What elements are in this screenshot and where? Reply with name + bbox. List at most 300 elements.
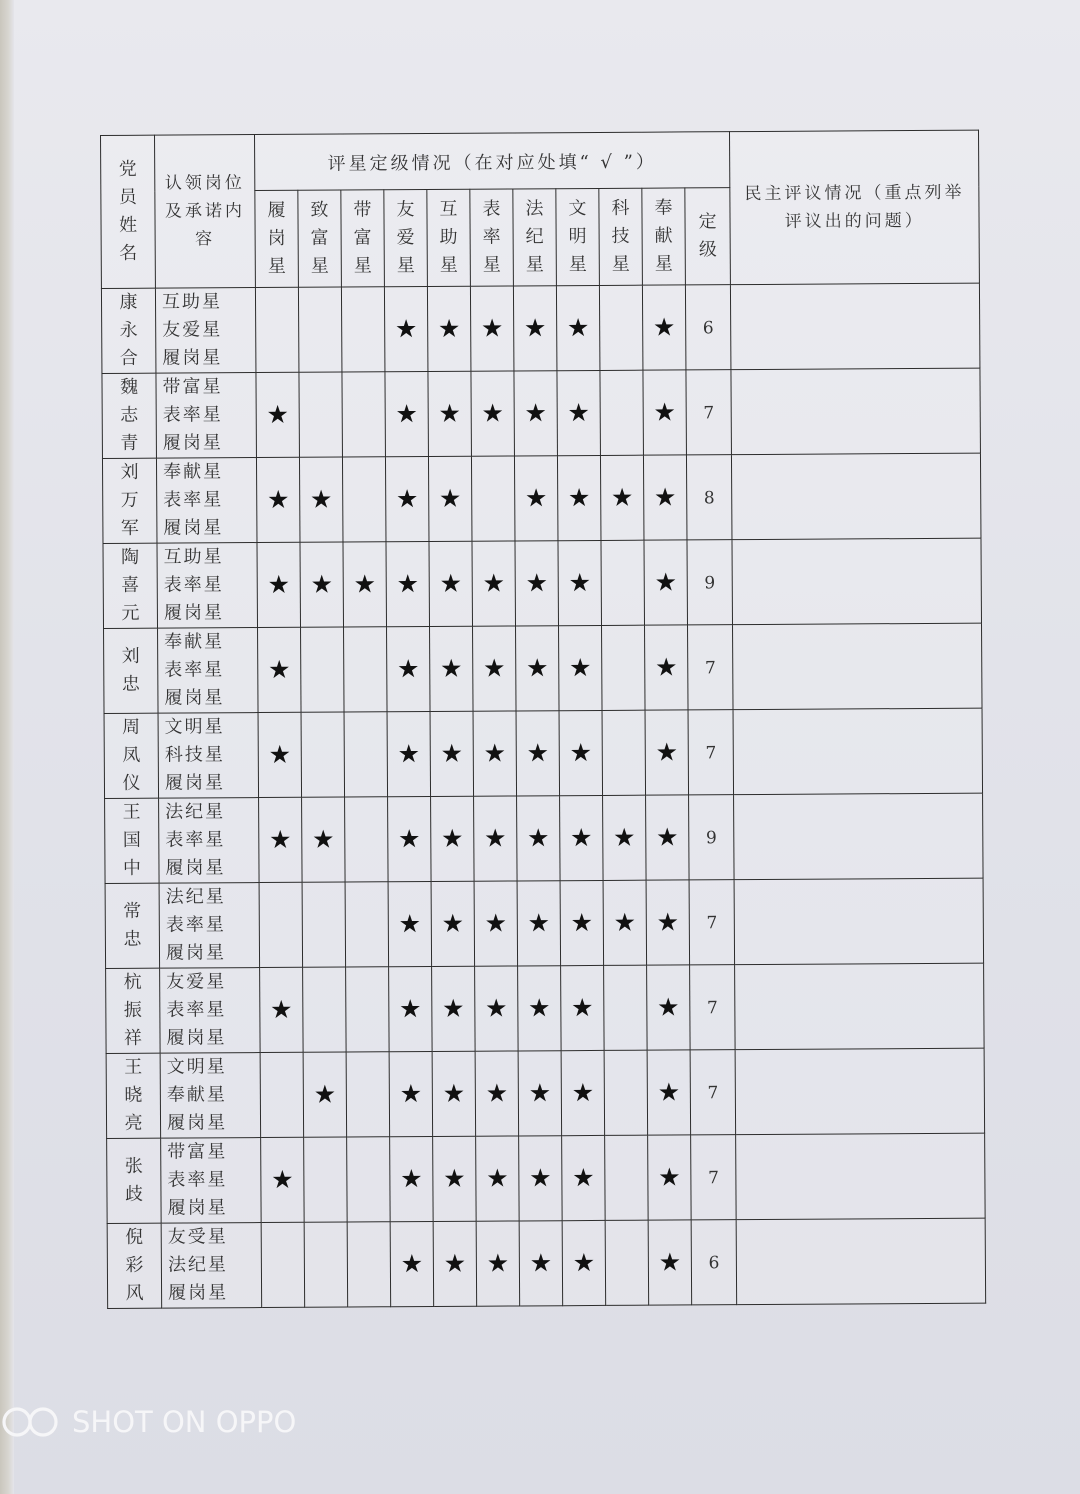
star-cell — [517, 881, 561, 966]
star-cell — [342, 372, 386, 457]
grade-cell — [689, 880, 735, 965]
star-cell — [303, 967, 347, 1052]
header-star-9: 奉献星 — [642, 188, 686, 285]
star-cell — [385, 372, 429, 457]
star-cell — [602, 625, 646, 710]
claimed-post: 法纪星 — [167, 1254, 228, 1276]
claimed-post: 履岗星 — [166, 1112, 228, 1134]
grade-value: 6 — [702, 317, 714, 338]
claimed-post: 履岗星 — [164, 687, 225, 709]
member-name: 陶喜元 — [121, 546, 140, 624]
star-cell — [605, 1135, 649, 1220]
claimed-posts-cell — [160, 1053, 261, 1139]
star-cell — [256, 372, 300, 457]
star-cell — [299, 457, 343, 542]
star-mark-icon: ★ — [567, 483, 591, 513]
review-cell — [733, 708, 983, 795]
star-cell — [599, 285, 643, 370]
grade-cell — [688, 625, 734, 710]
star-mark-icon: ★ — [528, 1078, 552, 1108]
star-mark-icon: ★ — [440, 823, 464, 853]
grade-value: 7 — [706, 997, 718, 1018]
star-mark-icon: ★ — [266, 399, 290, 429]
star-mark-icon: ★ — [653, 482, 677, 512]
claimed-posts-cell — [159, 883, 260, 969]
review-cell — [733, 623, 983, 710]
star-cell — [258, 627, 302, 712]
star-mark-icon: ★ — [529, 1248, 553, 1278]
star-mark-icon: ★ — [529, 1163, 552, 1193]
star-mark-icon: ★ — [442, 993, 465, 1023]
claimed-post: 表率星 — [165, 914, 226, 936]
star-mark-icon: ★ — [571, 1078, 595, 1108]
star-mark-icon: ★ — [524, 483, 548, 513]
claimed-post: 履岗星 — [163, 517, 224, 539]
header-post: 认领岗位及承诺内容 — [155, 135, 256, 289]
claimed-post: 文明星 — [164, 716, 225, 738]
star-cell — [473, 626, 517, 711]
grade-cell — [691, 1220, 737, 1305]
star-cell — [475, 966, 519, 1051]
star-mark-icon: ★ — [396, 654, 420, 684]
page-edge — [0, 0, 14, 1494]
header-star-8: 科技星 — [599, 188, 643, 285]
star-cell — [474, 796, 518, 881]
star-mark-icon: ★ — [484, 908, 508, 938]
star-mark-icon: ★ — [483, 823, 507, 853]
claimed-posts-cell — [160, 968, 261, 1054]
star-cell — [470, 286, 514, 371]
star-cell — [561, 1050, 605, 1135]
star-cell — [389, 966, 433, 1051]
star-mark-icon: ★ — [654, 567, 678, 597]
star-cell — [387, 626, 431, 711]
star-cell — [299, 372, 343, 457]
claimed-posts-cell — [156, 458, 257, 544]
star-mark-icon: ★ — [569, 823, 593, 853]
star-cell — [514, 456, 558, 541]
grade-value: 7 — [704, 657, 716, 678]
star-mark-icon: ★ — [311, 824, 335, 854]
claimed-post: 奉献星 — [166, 1084, 227, 1106]
member-name-cell — [107, 1223, 162, 1308]
star-mark-icon: ★ — [310, 569, 334, 599]
star-cell — [384, 287, 428, 372]
claimed-posts-cell — [158, 628, 259, 714]
star-mark-icon: ★ — [523, 313, 547, 343]
member-name-cell — [104, 628, 159, 713]
star-cell — [388, 881, 432, 966]
claimed-post: 履岗星 — [163, 602, 224, 624]
review-cell — [735, 963, 985, 1050]
claimed-post: 履岗星 — [165, 857, 226, 879]
header-review: 民主评议情况（重点列举评议出的问题） — [730, 130, 980, 285]
grade-value: 7 — [707, 1167, 719, 1188]
header-star-7: 文明星 — [556, 188, 600, 285]
star-mark-icon: ★ — [568, 653, 592, 683]
member-name-cell — [107, 1138, 162, 1223]
claimed-post: 履岗星 — [167, 1197, 228, 1219]
claimed-post: 表率星 — [164, 659, 225, 681]
star-cell — [255, 287, 299, 372]
member-name: 周凤仪 — [122, 716, 141, 794]
star-mark-icon: ★ — [525, 653, 549, 683]
star-cell — [514, 371, 558, 456]
table-row — [106, 963, 985, 1053]
claimed-post: 科技星 — [164, 744, 225, 766]
rating-sheet — [100, 130, 986, 1309]
review-cell — [734, 878, 984, 965]
grade-value: 7 — [707, 1082, 719, 1103]
star-cell — [427, 286, 471, 371]
star-mark-icon: ★ — [437, 313, 461, 343]
star-cell — [648, 1135, 692, 1220]
star-cell — [303, 1052, 347, 1137]
grade-cell — [689, 795, 735, 880]
star-mark-icon: ★ — [438, 398, 461, 428]
star-mark-icon: ★ — [658, 1247, 682, 1277]
star-cell — [557, 370, 601, 455]
header-rating-title: 评星定级情况（在对应处填“ √ ”） — [255, 132, 730, 191]
star-mark-icon: ★ — [394, 314, 418, 344]
star-mark-icon: ★ — [440, 738, 464, 768]
claimed-post: 带富星 — [162, 376, 223, 398]
star-cell — [431, 881, 475, 966]
star-mark-icon: ★ — [400, 1164, 423, 1194]
grade-value: 8 — [703, 487, 715, 508]
claimed-posts-cell — [161, 1138, 262, 1224]
star-mark-icon: ★ — [442, 1078, 466, 1108]
star-mark-icon: ★ — [652, 312, 676, 342]
star-mark-icon: ★ — [657, 992, 680, 1022]
header-star-4: 互助星 — [427, 189, 471, 286]
star-cell — [300, 542, 344, 627]
review-cell — [732, 453, 982, 540]
star-mark-icon: ★ — [396, 569, 420, 599]
star-cell — [388, 796, 432, 881]
star-cell — [558, 540, 602, 625]
member-name-cell — [106, 968, 161, 1053]
star-mark-icon: ★ — [441, 908, 465, 938]
star-cell — [344, 712, 388, 797]
star-cell — [517, 796, 561, 881]
star-cell — [432, 966, 476, 1051]
star-mark-icon: ★ — [268, 739, 292, 769]
star-cell — [256, 457, 300, 542]
star-mark-icon: ★ — [653, 397, 676, 427]
claimed-post: 表率星 — [162, 404, 223, 426]
grade-cell — [691, 1135, 737, 1220]
member-name-cell — [105, 883, 160, 968]
star-cell — [346, 1052, 390, 1137]
grade-cell — [685, 285, 731, 370]
star-cell — [562, 1220, 606, 1305]
star-mark-icon: ★ — [267, 654, 291, 684]
star-cell — [600, 370, 644, 455]
star-cell — [476, 1136, 520, 1221]
grade-cell — [690, 965, 736, 1050]
star-mark-icon: ★ — [570, 908, 594, 938]
star-cell — [343, 542, 387, 627]
star-mark-icon: ★ — [613, 907, 637, 937]
star-cell — [261, 1137, 305, 1222]
star-mark-icon: ★ — [612, 822, 636, 852]
star-cell — [472, 541, 516, 626]
member-name-cell — [105, 798, 160, 883]
claimed-post: 奉献星 — [164, 631, 225, 653]
grade-cell — [687, 540, 733, 625]
star-cell — [304, 1222, 348, 1307]
header-star-0: 履岗星 — [255, 190, 299, 287]
claimed-post: 履岗星 — [164, 772, 226, 794]
claimed-post: 履岗星 — [165, 942, 227, 964]
star-cell — [347, 1222, 391, 1307]
claimed-post: 友爱星 — [166, 971, 227, 993]
star-mark-icon: ★ — [398, 909, 422, 939]
claimed-post: 表率星 — [165, 829, 226, 851]
claimed-post: 法纪星 — [165, 886, 226, 908]
star-cell — [603, 795, 647, 880]
star-cell — [560, 880, 604, 965]
header-name: 党员姓名 — [101, 135, 156, 288]
claimed-post: 表率星 — [163, 574, 224, 596]
member-name-cell — [102, 458, 157, 543]
star-mark-icon: ★ — [399, 1079, 423, 1109]
star-mark-icon: ★ — [657, 1077, 681, 1107]
star-cell — [433, 1221, 477, 1306]
star-cell — [259, 882, 303, 967]
star-cell — [473, 711, 517, 796]
star-cell — [298, 287, 342, 372]
member-name: 杭振祥 — [123, 971, 143, 1049]
star-cell — [345, 797, 389, 882]
star-mark-icon: ★ — [266, 484, 290, 514]
member-name-cell — [102, 373, 157, 458]
star-cell — [428, 371, 472, 456]
review-cell — [736, 1133, 986, 1220]
claimed-post: 表率星 — [167, 1169, 228, 1191]
star-cell — [560, 795, 604, 880]
star-cell — [647, 1050, 691, 1135]
star-cell — [643, 370, 687, 455]
member-name: 刘忠 — [121, 645, 140, 695]
star-cell — [518, 1051, 562, 1136]
claimed-posts-cell — [159, 798, 260, 884]
star-mark-icon: ★ — [485, 993, 508, 1023]
star-mark-icon: ★ — [569, 738, 593, 768]
member-name-cell — [101, 288, 156, 373]
star-mark-icon: ★ — [313, 1079, 337, 1109]
star-cell — [390, 1136, 434, 1221]
star-mark-icon: ★ — [397, 824, 421, 854]
member-name: 张歧 — [124, 1155, 144, 1205]
star-mark-icon: ★ — [571, 993, 594, 1023]
grade-cell — [686, 455, 732, 540]
star-cell — [513, 286, 557, 371]
star-cell — [258, 712, 302, 797]
star-cell — [562, 1135, 606, 1220]
star-cell — [261, 1222, 305, 1307]
member-name: 倪彩风 — [125, 1226, 144, 1304]
table-row — [106, 1048, 985, 1138]
star-cell — [519, 1136, 563, 1221]
star-cell — [474, 881, 518, 966]
star-cell — [429, 541, 473, 626]
star-mark-icon: ★ — [443, 1248, 467, 1278]
star-cell — [603, 880, 647, 965]
claimed-post: 互助星 — [163, 546, 224, 568]
star-mark-icon: ★ — [486, 1163, 509, 1193]
star-mark-icon: ★ — [271, 1164, 294, 1194]
star-mark-icon: ★ — [525, 568, 549, 598]
star-cell — [471, 371, 515, 456]
star-cell — [341, 287, 385, 372]
star-cell — [301, 627, 345, 712]
member-name: 王国中 — [122, 801, 142, 879]
star-cell — [556, 285, 600, 370]
member-name: 王晓亮 — [124, 1056, 143, 1134]
star-cell — [432, 1051, 476, 1136]
claimed-posts-cell — [157, 543, 258, 629]
star-cell — [260, 967, 304, 1052]
grade-cell — [688, 710, 734, 795]
star-cell — [346, 967, 390, 1052]
star-cell — [604, 965, 648, 1050]
claimed-post: 履岗星 — [162, 432, 223, 454]
review-cell — [736, 1218, 986, 1305]
star-mark-icon: ★ — [395, 399, 418, 429]
star-cell — [385, 456, 429, 541]
claimed-post: 互助星 — [161, 291, 223, 313]
star-cell — [347, 1137, 391, 1222]
star-mark-icon: ★ — [400, 1249, 424, 1279]
member-name: 魏志青 — [119, 376, 139, 454]
camera-watermark — [0, 1402, 296, 1442]
claimed-post: 友受星 — [167, 1226, 228, 1248]
star-mark-icon: ★ — [267, 569, 291, 599]
member-name-cell — [103, 543, 158, 628]
star-cell — [304, 1137, 348, 1222]
table-row — [101, 283, 980, 373]
star-mark-icon: ★ — [654, 652, 678, 682]
star-mark-icon: ★ — [524, 398, 547, 428]
claimed-post: 法纪星 — [165, 801, 226, 823]
claimed-post: 履岗星 — [168, 1282, 229, 1304]
star-mark-icon: ★ — [528, 993, 551, 1023]
star-cell — [646, 795, 690, 880]
star-cell — [561, 965, 605, 1050]
star-cell — [600, 455, 644, 540]
grade-value: 9 — [704, 572, 716, 593]
star-cell — [389, 1051, 433, 1136]
star-mark-icon: ★ — [568, 568, 592, 598]
claimed-post: 带富星 — [167, 1141, 228, 1163]
star-cell — [642, 285, 686, 370]
star-cell — [257, 542, 301, 627]
grade-value: 7 — [703, 402, 715, 423]
star-cell — [476, 1221, 520, 1306]
star-cell — [516, 711, 560, 796]
star-cell — [601, 540, 645, 625]
table-row — [105, 878, 984, 968]
star-cell — [559, 710, 603, 795]
star-mark-icon: ★ — [439, 653, 463, 683]
star-mark-icon: ★ — [353, 569, 377, 599]
claimed-posts-cell — [158, 713, 259, 799]
oppo-logo-icon — [0, 1405, 62, 1439]
star-mark-icon: ★ — [566, 313, 590, 343]
star-cell — [344, 627, 388, 712]
review-cell — [731, 368, 981, 455]
star-mark-icon: ★ — [483, 738, 507, 768]
grade-value: 7 — [706, 912, 718, 933]
star-cell — [646, 880, 690, 965]
star-cell — [605, 1220, 649, 1305]
table-row — [104, 623, 983, 713]
star-cell — [260, 1052, 304, 1137]
star-mark-icon: ★ — [656, 907, 680, 937]
claimed-post: 履岗星 — [162, 347, 223, 369]
grade-value: 6 — [708, 1252, 720, 1273]
grade-cell — [686, 370, 732, 455]
header-star-6: 法纪星 — [513, 189, 557, 286]
star-mark-icon: ★ — [480, 313, 504, 343]
member-name: 康永合 — [119, 291, 138, 369]
claimed-post: 表率星 — [166, 999, 227, 1021]
review-cell — [734, 793, 984, 880]
claimed-post: 履岗星 — [166, 1027, 227, 1049]
star-mark-icon: ★ — [438, 483, 462, 513]
star-cell — [516, 626, 560, 711]
grade-value: 7 — [705, 742, 717, 763]
star-cell — [259, 797, 303, 882]
grade-value: 9 — [705, 827, 717, 848]
review-cell — [731, 283, 981, 370]
star-mark-icon: ★ — [567, 398, 590, 428]
star-mark-icon: ★ — [486, 1248, 510, 1278]
claimed-post: 文明星 — [166, 1056, 227, 1078]
star-cell — [302, 882, 346, 967]
table-row — [102, 453, 981, 543]
claimed-posts-cell — [161, 1223, 262, 1309]
party-member-rating-table — [100, 130, 986, 1309]
star-cell — [604, 1050, 648, 1135]
star-mark-icon: ★ — [395, 484, 419, 514]
star-mark-icon: ★ — [482, 568, 506, 598]
header-star-3: 友爱星 — [384, 190, 428, 287]
claimed-posts-cell — [155, 288, 256, 374]
star-mark-icon: ★ — [443, 1163, 466, 1193]
review-cell — [735, 1048, 985, 1135]
claimed-post: 表率星 — [163, 489, 224, 511]
star-cell — [430, 711, 474, 796]
star-cell — [648, 1220, 692, 1305]
header-star-2: 带富星 — [341, 190, 385, 287]
star-cell — [475, 1051, 519, 1136]
star-mark-icon: ★ — [270, 994, 293, 1024]
claimed-post: 奉献星 — [162, 461, 224, 483]
table-row — [102, 368, 981, 458]
star-cell — [602, 710, 646, 795]
header-star-1: 致富星 — [298, 190, 342, 287]
star-cell — [645, 625, 689, 710]
star-cell — [431, 796, 475, 881]
star-cell — [644, 540, 688, 625]
header-star-5: 表率星 — [470, 189, 514, 286]
member-name-cell — [106, 1053, 161, 1138]
star-cell — [559, 625, 603, 710]
star-mark-icon: ★ — [481, 398, 504, 428]
